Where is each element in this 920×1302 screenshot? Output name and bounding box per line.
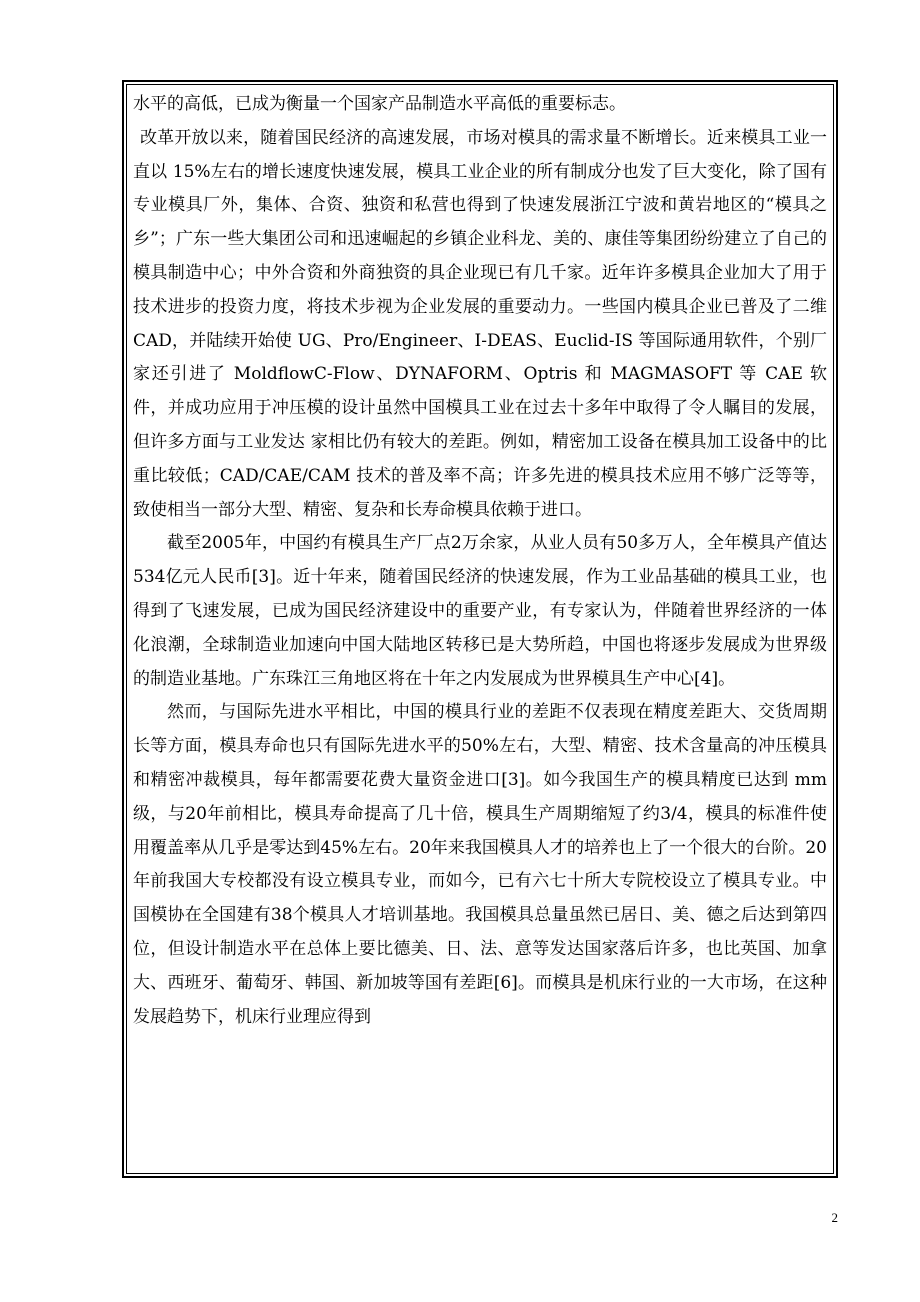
paragraph-international-gap: 然而，与国际先进水平相比，中国的模具行业的差距不仅表现在精度差距大、交货周期长等方面，模具寿命也只有国际先进水平的50%左右，大型、精密、技术含量高的冲压模具和精密冲裁模具，每年都需要花费大量资金进口[3]。如今我国生产的模具精度已达到 mm 级，与20年前相比，模具寿命提高了几十倍，模具生产周期缩短了约3/4，模具的标准件使用覆盖率从几乎是零达到45%左右。20年来我国模具人才的培养也上了一个很大的台阶。20年前我国大专校都没有设立模具专业，而如今，已有六七十所大专院校设立了模具专业。中国模协在全国建有38个模具人才培训基地。我国模具总量虽然已居日、美、德之后达到第四位，但设计制造水平在总体上要比德美、日、法、意等发达国家落后许多，也比英国、加拿大、西班牙、葡萄牙、韩国、新加坡等国有差距[6]。而模具是机床行业的一大市场，在这种发展趋势下，机床行业理应得到 — [133, 702, 827, 1027]
page-number: 2 — [831, 1210, 838, 1225]
paragraph-mold-industry-growth: 改革开放以来，随着国民经济的高速发展，市场对模具的需求量不断增长。近来模具工业一直以 15%左右的增长速度快速发展，模具工业企业的所有制成分也发了巨大变化，除了国有专业模具厂外，集体、合资、独资和私营也得到了快速发展浙江宁波和黄岩地区的“模具之乡”；广东一些大集团公司和迅速崛起的乡镇企业科龙、美的、康佳等集团纷纷建立了自己的模具制造中心；中外合资和外商独资的具企业现已有几千家。近年许多模具企业加大了用于技术进步的投资力度，将技术步视为企业发展的重要动力。一些国内模具企业已普及了二维 CAD，并陆续开始使 UG、Pro/Engineer、I-DEAS、Euclid-IS 等国际通用软件，个别厂家还引进了 MoldflowC-Flow、DYNAFORM、Optris 和 MAGMASOFT 等 CAE 软件，并成功应用于冲压模的设计虽然中国模具工业在过去十多年中取得了令人瞩目的发展，但许多方面与工业发达 家相比仍有较大的差距。例如，精密加工设备在模具加工设备中的比重比较低；CAD/CAE/CAM 技术的普及率不高；许多先进的模具技术应用不够广泛等等，致使相当一部分大型、精密、复杂和长寿命模具依赖于进口。 — [133, 127, 827, 520]
paragraph-2005-statistics: 截至2005年，中国约有模具生产厂点2万余家，从业人员有50多万人，全年模具产值达534亿元人民币[3]。近十年来，随着国民经济的快速发展，作为工业品基础的模具工业，也得到了飞速发展，已成为国民经济建设中的重要产业，有专家认为，伴随着世界经济的一体化浪潮，全球制造业加速向中国大陆地区转移已是大势所趋，中国也将逐步发展成为世界级的制造业基地。广东珠江三角地区将在十年之内发展成为世界模具生产中心[4]。 — [133, 533, 827, 689]
paragraph-continuation: 水平的高低，已成为衡量一个国家产品制造水平高低的重要标志。 — [133, 94, 626, 114]
document-body — [133, 88, 827, 1034]
